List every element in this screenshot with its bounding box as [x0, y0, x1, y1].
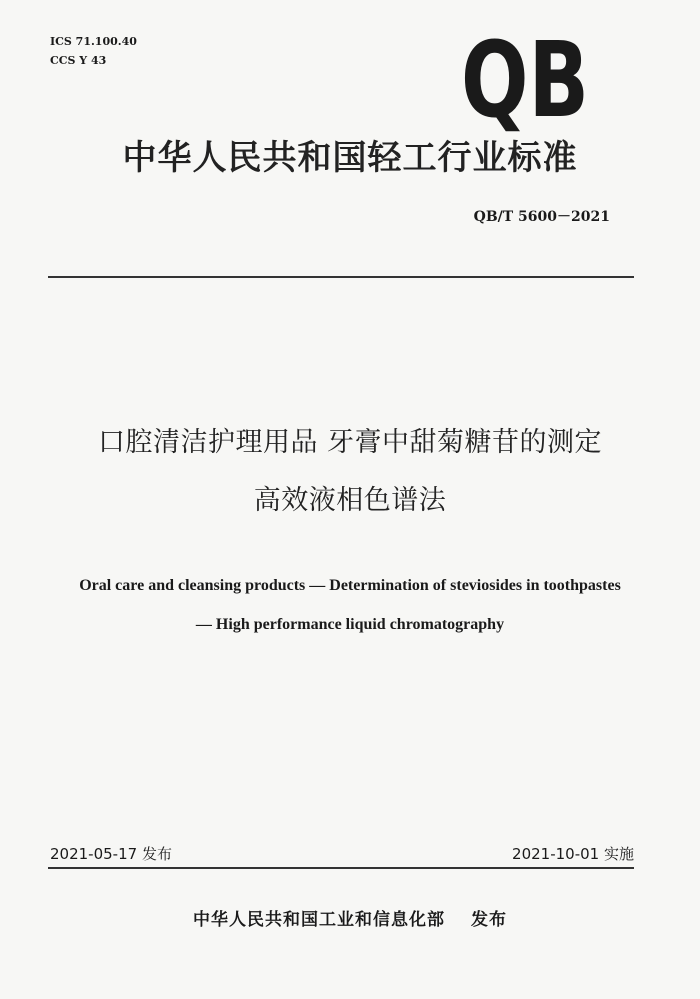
standard-number: QB/T 5600－2021 [473, 209, 610, 225]
chinese-title-line-2: 高效液相色谱法 [253, 485, 447, 516]
english-title-line-1: Oral care and cleansing products — Determination of steviosides in toothpastes [79, 577, 621, 594]
bottom-divider [48, 867, 634, 869]
ccs-code: CCS Y 43 [50, 54, 107, 67]
standard-type-title: 中华人民共和国轻工行业标准 [122, 138, 578, 178]
qb-logo [461, 19, 589, 141]
ics-code: ICS 71.100.40 [50, 35, 137, 48]
issue-word: 发布 [471, 910, 507, 930]
english-title-line-2: — High performance liquid chromatography [195, 616, 505, 633]
implementation-date: 2021-10-01 实施 [512, 845, 634, 863]
classification-codes [50, 32, 137, 70]
issuer-line [0, 905, 700, 930]
top-divider [48, 276, 634, 278]
chinese-title-line-1: 口腔清洁护理用品 牙膏中甜菊糖苷的测定 [97, 427, 603, 458]
issue-date: 2021-05-17 发布 [50, 845, 172, 863]
qb-logo-text: QB [461, 19, 589, 141]
issuer-name: 中华人民共和国工业和信息化部 [193, 910, 445, 930]
